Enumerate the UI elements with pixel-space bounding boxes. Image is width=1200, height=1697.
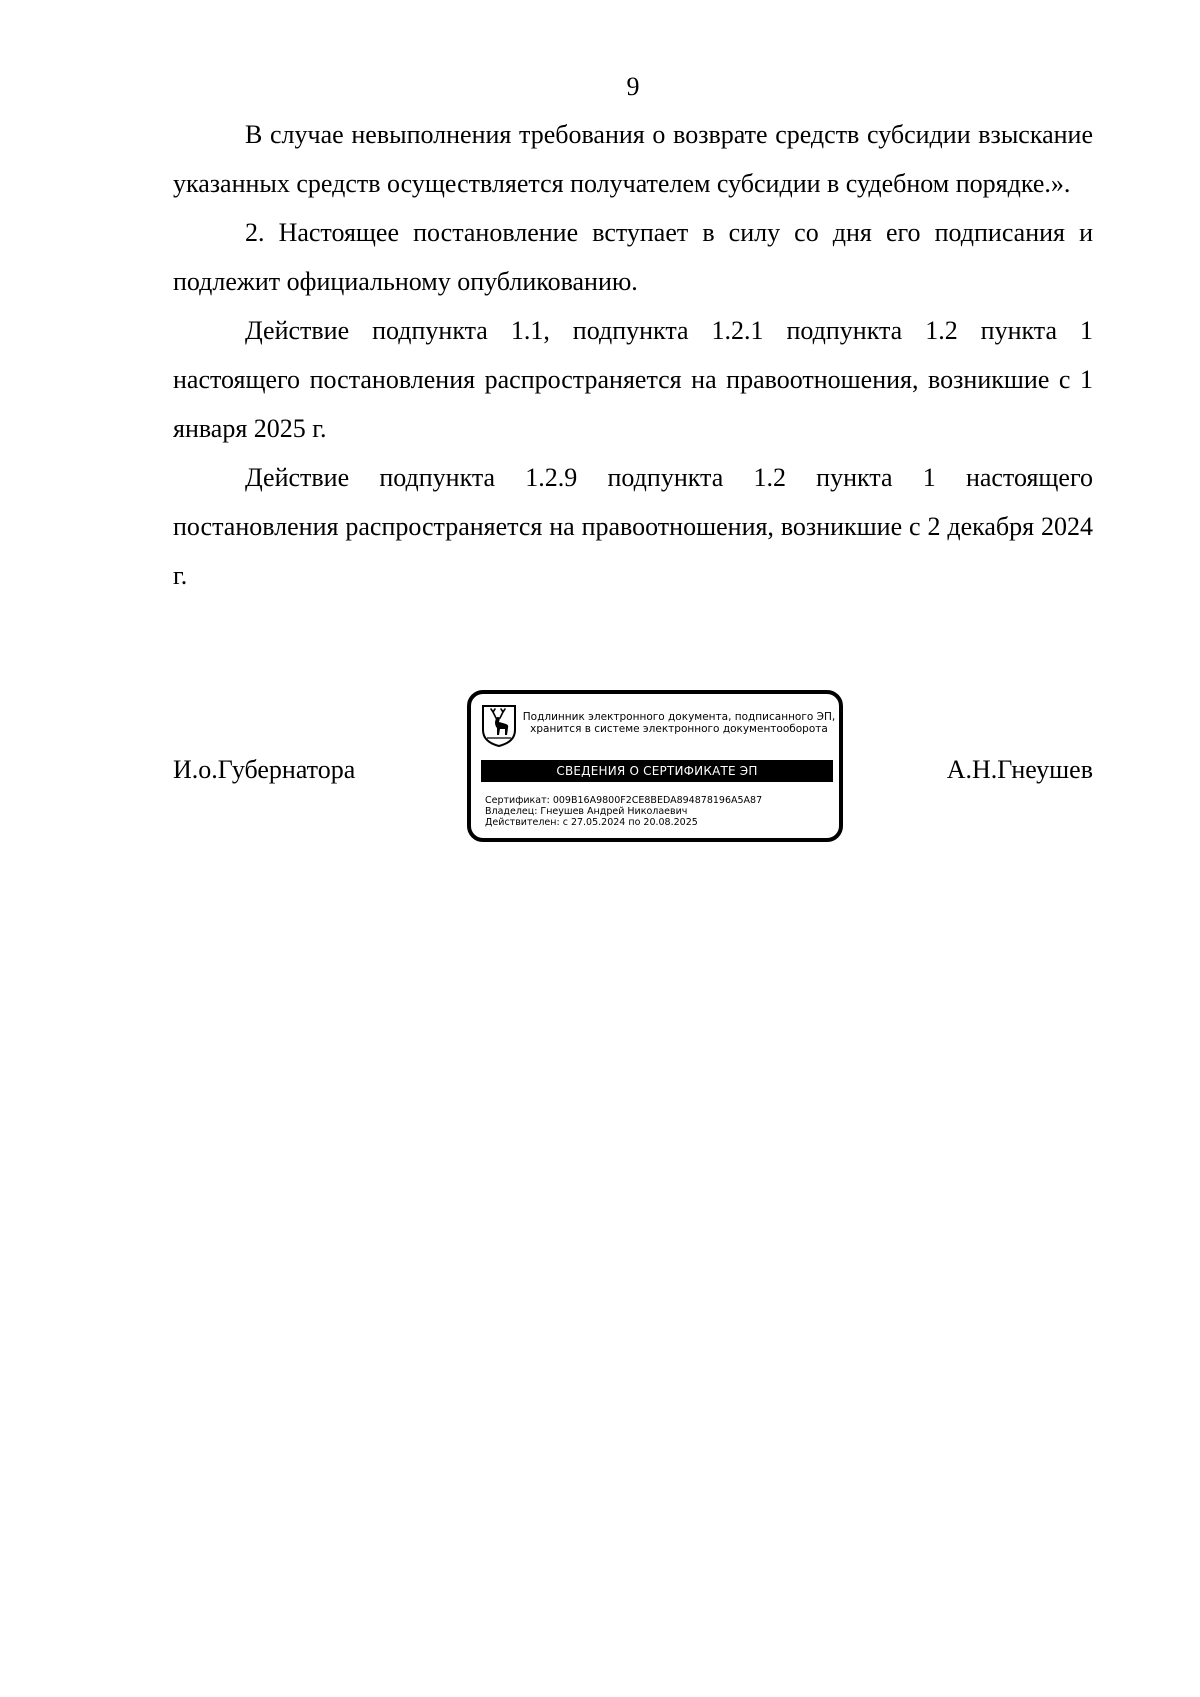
stamp-header-line-1: Подлинник электронного документа, подписанного ЭП,	[522, 711, 836, 723]
paragraph-refund-enforcement: В случае невыполнения требования о возврате средств субсидии взыскание указанных средств осуществляется получателем субсидии в судебном порядке.».	[173, 120, 1093, 198]
signature-block	[173, 690, 1093, 860]
paragraph-entry-into-force: 2. Настоящее постановление вступает в силу со дня его подписания и подлежит официальному опубликованию.	[173, 218, 1093, 296]
document-body	[173, 110, 1093, 600]
stamp-header	[521, 711, 837, 735]
page-number: 9	[626, 72, 640, 101]
signer-name: А.Н.Гнеушев	[946, 755, 1093, 784]
certificate-validity: Действителен: с 27.05.2024 по 20.08.2025	[485, 817, 698, 828]
electronic-signature-stamp	[467, 690, 843, 842]
certificate-owner: Владелец: Гнеушев Андрей Николаевич	[485, 806, 688, 817]
stamp-title-bar: СВЕДЕНИЯ О СЕРТИФИКАТЕ ЭП	[481, 760, 833, 782]
deer-coat-of-arms-icon	[481, 704, 517, 748]
stamp-certificate-details	[485, 795, 762, 828]
paragraph-effect-2024: Действие подпункта 1.2.9 подпункта 1.2 пункта 1 настоящего постановления распространяется на правоотношения, возникшие с 2 декабря 2024 г.	[173, 463, 1093, 590]
certificate-number: Сертификат: 009B16A9800F2CE8BEDA894878196A5A87	[485, 795, 763, 806]
signer-position: И.о.Губернатора	[173, 755, 356, 784]
stamp-header-line-2: хранится в системе электронного документооборота	[530, 723, 828, 735]
paragraph-effect-2025: Действие подпункта 1.1, подпункта 1.2.1 подпункта 1.2 пункта 1 настоящего постановления распространяется на правоотношения, возникшие с 1 января 2025 г.	[173, 316, 1093, 443]
